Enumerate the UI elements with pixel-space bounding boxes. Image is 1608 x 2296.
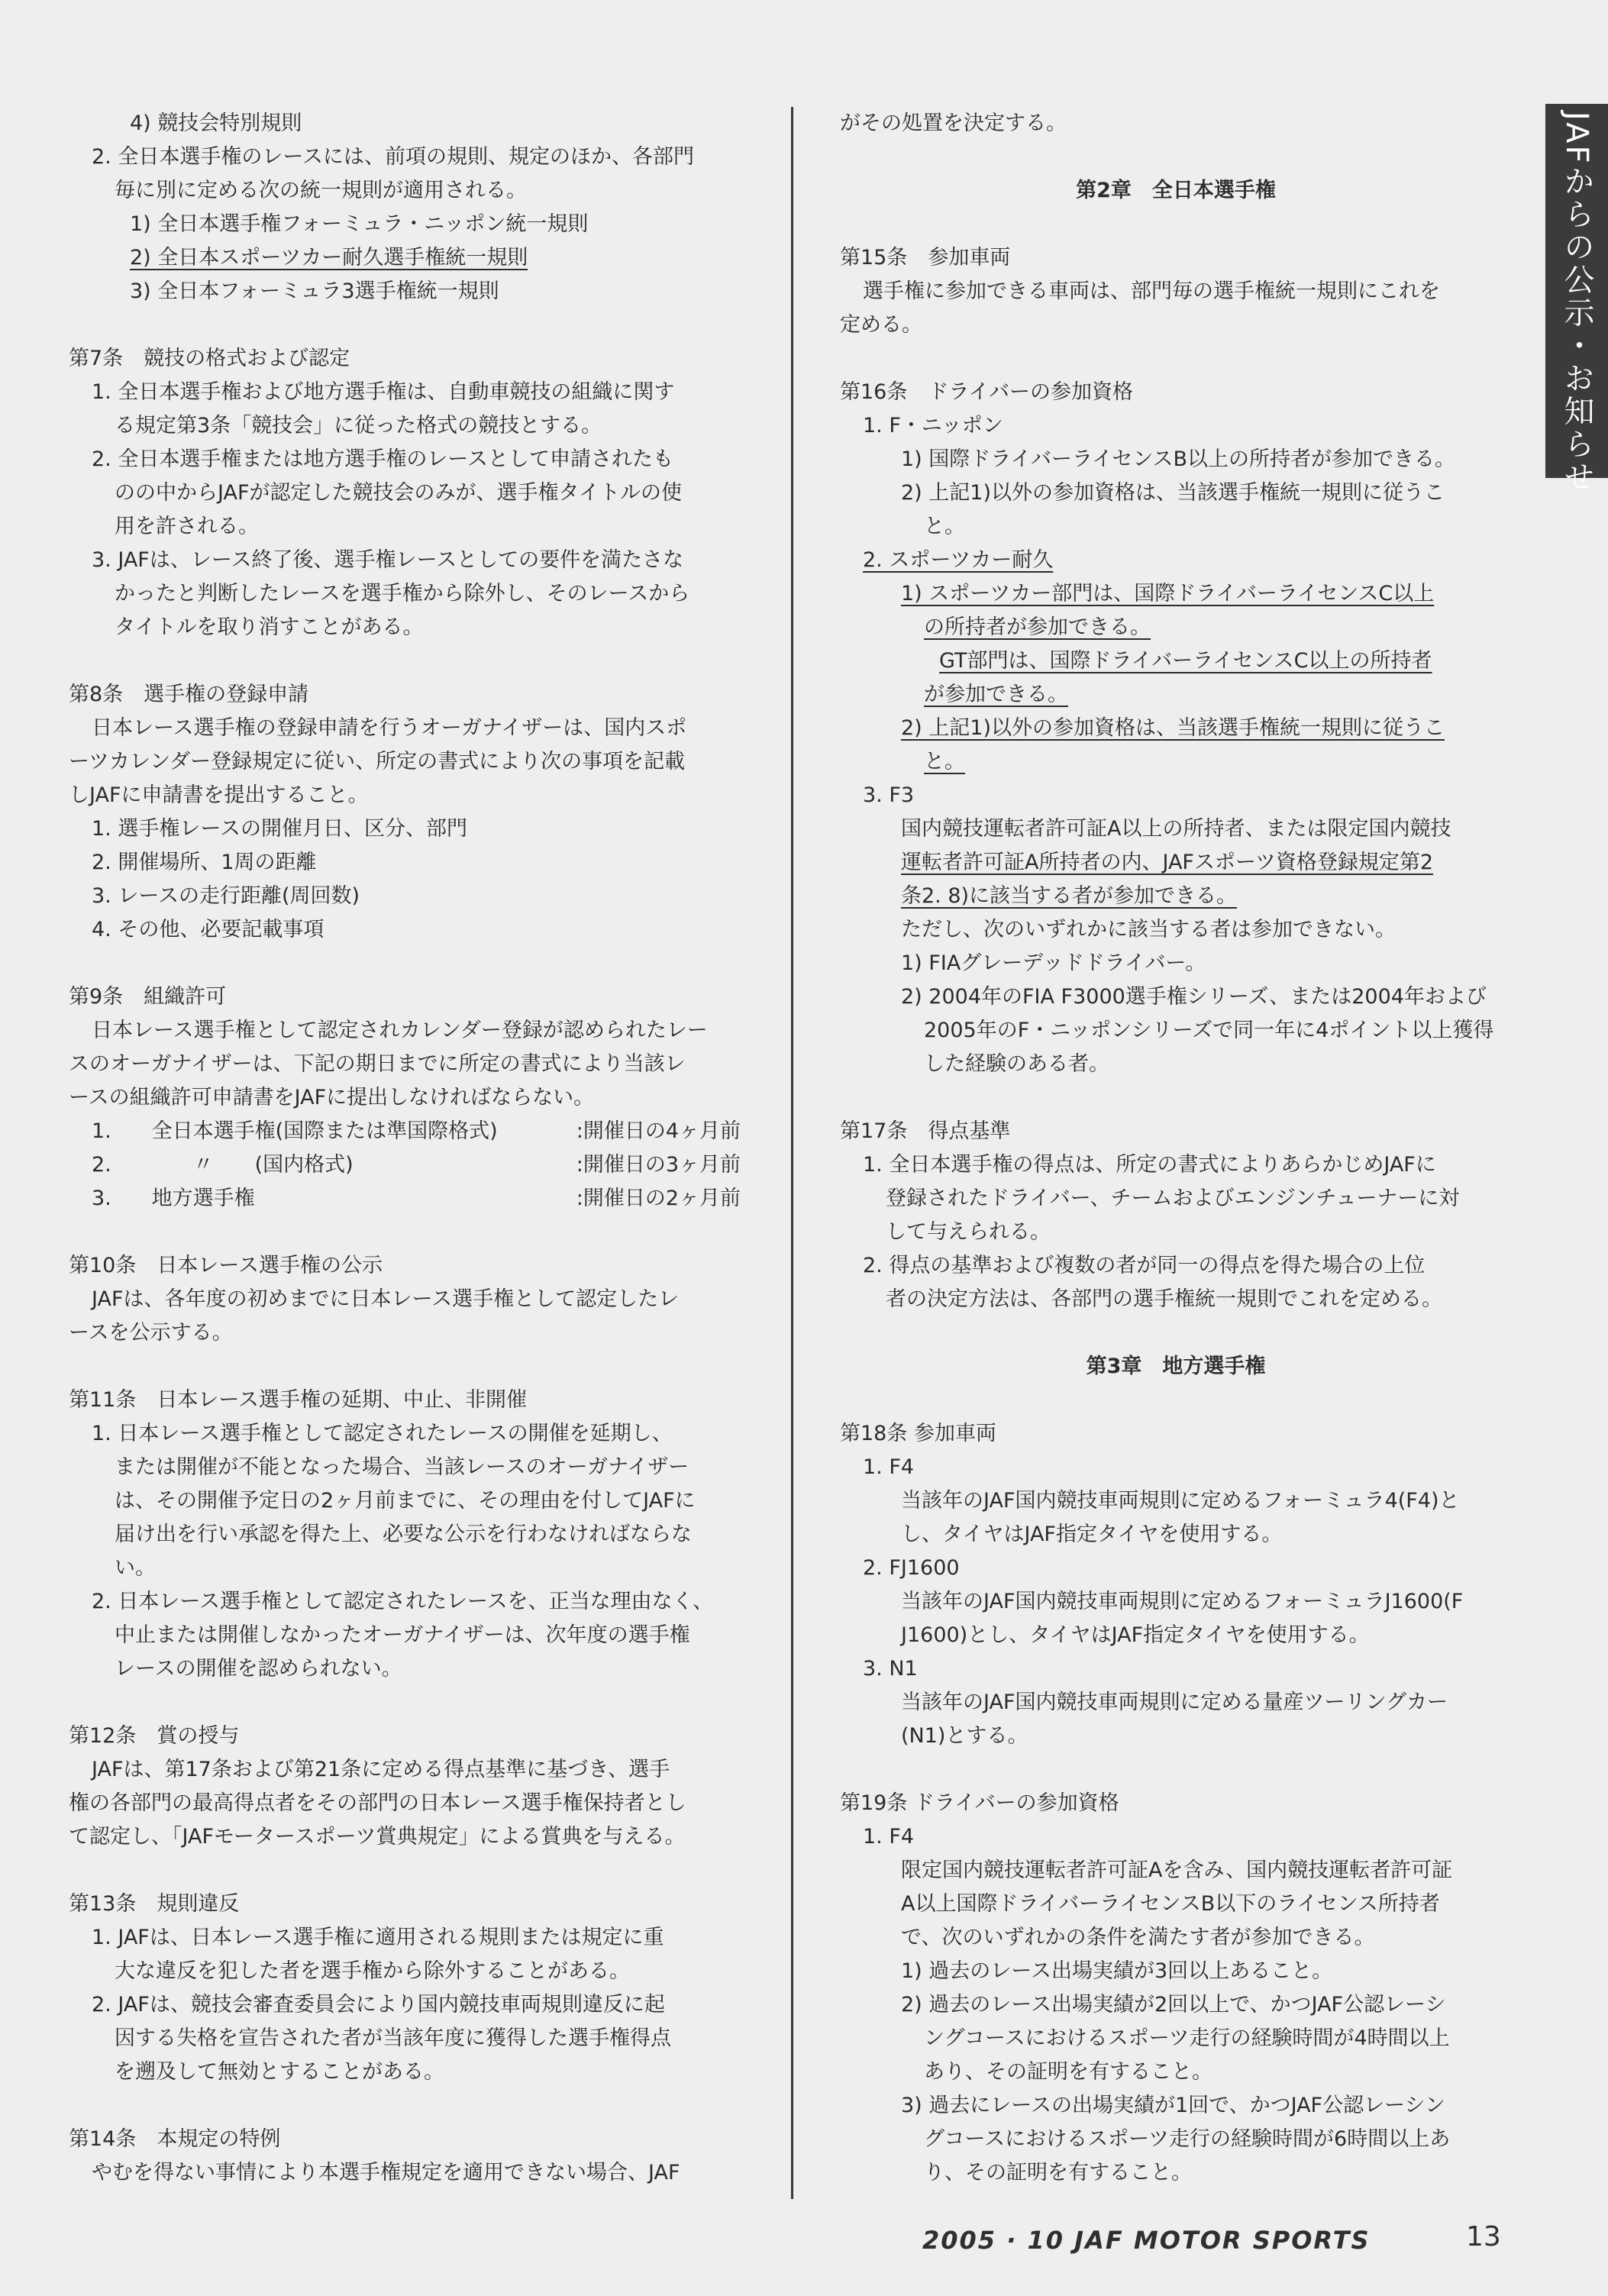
text-line: 第17条 得点基準 xyxy=(840,1119,1011,1143)
text-line: 第7条 競技の格式および認定 xyxy=(69,347,350,370)
text-line: い。 xyxy=(115,1556,156,1580)
text-line: して与えられる。 xyxy=(886,1220,1051,1244)
text-line: ただし、次のいずれかに該当する者は参加できない。 xyxy=(901,918,1396,941)
text-line: A以上国際ドライバーライセンスB以下のライセンス所持者 xyxy=(901,1892,1440,1916)
text-line: で、次のいずれかの条件を満たす者が参加できる。 xyxy=(901,1926,1375,1949)
text-line: 第19条 ドライバーの参加資格 xyxy=(840,1791,1119,1815)
text-line: 日本レース選手権として認定されカレンダー登録が認められたレー xyxy=(92,1019,708,1042)
text-line: 1) スポーツカー部門は、国際ドライバーライセンスC以上 xyxy=(901,582,1435,605)
text-line: 3. F3 xyxy=(863,783,915,807)
text-line: 第14条 本規定の特例 xyxy=(69,2127,281,2151)
text-line: 第9条 組織許可 xyxy=(69,985,227,1009)
text-line: の所持者が参加できる。 xyxy=(924,615,1151,639)
text-line: 因する失格を宣告された者が当該年度に獲得した選手権得点 xyxy=(115,2026,671,2050)
text-line: 者の決定方法は、各部門の選手権統一規則でこれを定める。 xyxy=(886,1287,1442,1311)
text-line: 3) 全日本フォーミュラ3選手権統一規則 xyxy=(130,279,499,303)
text-line: る規定第3条「競技会」に従った格式の競技とする。 xyxy=(115,414,602,438)
text-line: 2) 上記1)以外の参加資格は、当該選手権統一規則に従うこ xyxy=(901,716,1445,740)
column-divider xyxy=(791,107,793,2199)
text-line: 第10条 日本レース選手権の公示 xyxy=(69,1254,383,1277)
text-line: 運転者許可証A所持者の内、JAFスポーツ資格登録規定第2 xyxy=(901,851,1434,874)
text-line: 1. F・ニッポン xyxy=(863,414,1003,438)
deadline-row xyxy=(69,1182,741,1216)
text-line: 2) 上記1)以外の参加資格は、当該選手権統一規則に従うこ xyxy=(901,481,1445,505)
text-line: 第11条 日本レース選手権の延期、中止、非開催 xyxy=(69,1388,528,1412)
text-line: 日本レース選手権の登録申請を行うオーガナイザーは、国内スポ xyxy=(92,716,687,740)
text-line: JAFは、各年度の初めまでに日本レース選手権として認定したレ xyxy=(92,1287,680,1311)
section-tab-label: JAFからの公示・お知らせ xyxy=(1559,111,1594,494)
paragraph-gap xyxy=(69,308,741,342)
text-line: 1. F4 xyxy=(863,1455,915,1479)
text-line: 4. その他、必要記載事項 xyxy=(92,918,325,941)
text-line: ースを公示する。 xyxy=(69,1321,233,1345)
paragraph-gap xyxy=(840,208,1512,241)
text-line: り、その証明を有すること。 xyxy=(924,2161,1192,2185)
text-line: 第12条 賞の授与 xyxy=(69,1724,240,1748)
text-line: 2. 全日本選手権のレースには、前項の規則、規定のほか、各部門 xyxy=(92,145,694,169)
row-deadline: :開催日の4ヶ月前 xyxy=(576,1119,741,1143)
text-line: 1. F4 xyxy=(863,1825,915,1849)
text-line: は、その開催予定日の2ヶ月前までに、その理由を付してJAFに xyxy=(115,1489,696,1513)
text-line: 1. 全日本選手権の得点は、所定の書式によりあらかじめJAFに xyxy=(863,1153,1436,1177)
magazine-title: 2005 · 10 JAF MOTOR SPORTS xyxy=(922,2226,1371,2255)
text-line: 4) 競技会特別規則 xyxy=(130,111,302,135)
text-line: 2) 全日本スポーツカー耐久選手権統一規則 xyxy=(130,246,528,270)
text-line: 第8条 選手権の登録申請 xyxy=(69,683,309,706)
text-line: 2. 日本レース選手権として認定されたレースを、正当な理由なく、 xyxy=(92,1590,714,1613)
text-line: と。 xyxy=(924,750,965,773)
text-line: 2) 2004年のFIA F3000選手権シリーズ、または2004年および xyxy=(901,985,1487,1009)
text-line: 3) 過去にレースの出場実績が1回で、かつJAF公認レーシン xyxy=(901,2094,1445,2117)
text-line: を遡及して無効とすることがある。 xyxy=(115,2060,444,2084)
text-line: 権の各部門の最高得点者をその部門の日本レース選手権保持者とし xyxy=(69,1791,686,1815)
text-line: 毎に別に定める次の統一規則が適用される。 xyxy=(115,179,527,202)
chapter-heading: 第2章 全日本選手権 xyxy=(1076,179,1276,202)
text-line: 第16条 ドライバーの参加資格 xyxy=(840,380,1134,404)
row-category: 地方選手権 xyxy=(151,1187,255,1210)
text-line: 1) 国際ドライバーライセンスB以上の所持者が参加できる。 xyxy=(901,447,1456,471)
text-line: 定める。 xyxy=(840,313,922,337)
text-line: 選手権に参加できる車両は、部門毎の選手権統一規則にこれを xyxy=(863,279,1440,303)
text-line: ースの組織許可申請書をJAFに提出しなければならない。 xyxy=(69,1086,595,1109)
text-line: のの中からJAFが認定した競技会のみが、選手権タイトルの使 xyxy=(115,481,682,505)
text-line: 第18条 参加車両 xyxy=(840,1422,996,1445)
text-line: または開催が不能となった場合、当該レースのオーガナイザー xyxy=(115,1455,689,1479)
text-line: 2. JAFは、競技会審査委員会により国内競技車両規則違反に起 xyxy=(92,1993,665,2017)
text-line: 1) FIAグレーデッドドライバー。 xyxy=(901,951,1206,975)
left-column xyxy=(69,107,741,2190)
paragraph-gap xyxy=(69,947,741,980)
paragraph-gap xyxy=(69,1216,741,1249)
text-line: 2. 全日本選手権または地方選手権のレースとして申請されたも xyxy=(92,447,673,471)
deadline-row xyxy=(69,1115,741,1148)
text-line: 届け出を行い承認を得た上、必要な公示を行わなければならな xyxy=(115,1523,692,1546)
row-number: 2. xyxy=(92,1153,111,1177)
text-line: 中止または開催しなかったオーガナイザーは、次年度の選手権 xyxy=(115,1623,690,1647)
text-line: JAFは、第17条および第21条に定める得点基準に基づき、選手 xyxy=(92,1758,670,1781)
text-line: 1. 選手権レースの開催月日、区分、部門 xyxy=(92,817,467,841)
text-line: 2. 得点の基準および複数の者が同一の得点を得た場合の上位 xyxy=(863,1254,1426,1277)
text-line: 限定国内競技運転者許可証Aを含み、国内競技運転者許可証 xyxy=(901,1858,1453,1882)
text-line: 2. スポーツカー耐久 xyxy=(863,548,1054,572)
text-line: 当該年のJAF国内競技車両規則に定めるフォーミュラ4(F4)と xyxy=(901,1489,1460,1513)
text-line: 2. FJ1600 xyxy=(863,1556,960,1580)
text-line: 第13条 規則違反 xyxy=(69,1892,240,1916)
row-deadline: :開催日の2ヶ月前 xyxy=(576,1187,741,1210)
section-tab xyxy=(1545,104,1608,494)
text-line: かったと判断したレースを選手権から除外し、そのレースから xyxy=(115,582,690,605)
text-line: 条2. 8)に該当する者が参加できる。 xyxy=(901,884,1238,908)
text-line: 3. JAFは、レース終了後、選手権レースとしての要件を満たさな xyxy=(92,548,684,572)
text-line: 登録されたドライバー、チームおよびエンジンチューナーに対 xyxy=(886,1187,1460,1210)
text-line: 1) 全日本選手権フォーミュラ・ニッポン統一規則 xyxy=(130,212,589,236)
paragraph-gap xyxy=(840,1384,1512,1417)
text-line: 2. 開催場所、1周の距離 xyxy=(92,851,317,874)
paragraph-gap xyxy=(840,1081,1512,1115)
text-line: 1. 全日本選手権および地方選手権は、自動車競技の組織に関す xyxy=(92,380,675,404)
text-line: て認定し、「JAFモータースポーツ賞典規定」による賞典を与える。 xyxy=(69,1825,686,1849)
text-line: レースの開催を認められない。 xyxy=(115,1657,402,1681)
paragraph-gap xyxy=(69,1350,741,1384)
text-line: やむを得ない事情により本選手権規定を適用できない場合、JAF xyxy=(92,2161,680,2185)
text-line: 1) 過去のレース出場実績が3回以上あること。 xyxy=(901,1959,1333,1983)
text-line: (N1)とする。 xyxy=(901,1724,1028,1748)
text-line: 2005年のF・ニッポンシリーズで同一年に4ポイント以上獲得 xyxy=(924,1019,1494,1042)
paragraph-gap xyxy=(69,644,741,678)
right-column xyxy=(840,107,1512,2190)
text-line: がその処置を決定する。 xyxy=(840,111,1067,135)
row-deadline: :開催日の3ヶ月前 xyxy=(576,1153,741,1177)
paragraph-gap xyxy=(840,1316,1512,1350)
paragraph-gap xyxy=(69,1686,741,1720)
text-line: し、タイヤはJAF指定タイヤを使用する。 xyxy=(901,1523,1283,1546)
paragraph-gap xyxy=(840,140,1512,174)
paragraph-gap xyxy=(840,1753,1512,1787)
text-line: しJAFに申請書を提出すること。 xyxy=(69,783,369,807)
text-line: と。 xyxy=(924,515,965,538)
text-line: 2) 過去のレース出場実績が2回以上で、かつJAF公認レーシ xyxy=(901,1993,1446,2017)
paragraph-gap xyxy=(840,342,1512,376)
text-line: 1. 日本レース選手権として認定されたレースの開催を延期し、 xyxy=(92,1422,673,1445)
text-line: 国内競技運転者許可証A以上の所持者、または限定国内競技 xyxy=(901,817,1451,841)
text-line: スのオーガナイザーは、下記の期日までに所定の書式により当該レ xyxy=(69,1052,686,1076)
text-line: 第15条 参加車両 xyxy=(840,246,1011,270)
row-number: 1. xyxy=(92,1119,111,1143)
text-line: 大な違反を犯した者を選手権から除外することがある。 xyxy=(115,1959,630,1983)
text-line: あり、その証明を有すること。 xyxy=(924,2060,1212,2084)
text-line: GT部門は、国際ドライバーライセンスC以上の所持者 xyxy=(939,649,1432,673)
text-line: 3. N1 xyxy=(863,1657,918,1681)
paragraph-gap xyxy=(69,1854,741,1887)
row-number: 3. xyxy=(92,1187,111,1210)
text-line: ーツカレンダー登録規定に従い、所定の書式により次の事項を記載 xyxy=(69,750,686,773)
text-line: 当該年のJAF国内競技車両規則に定める量産ツーリングカー xyxy=(901,1691,1448,1714)
text-line: 用を許される。 xyxy=(115,515,259,538)
text-line: 1. JAFは、日本レース選手権に適用される規則または規定に重 xyxy=(92,1926,664,1949)
row-category: 〃 (国内格式) xyxy=(151,1153,354,1177)
row-category: 全日本選手権(国際または準国際格式) xyxy=(151,1119,498,1143)
text-line: タイトルを取り消すことがある。 xyxy=(115,615,424,639)
text-line: 3. レースの走行距離(周回数) xyxy=(92,884,360,908)
text-line: ングコースにおけるスポーツ走行の経験時間が4時間以上 xyxy=(924,2026,1450,2050)
page-number: 13 xyxy=(1466,2221,1501,2252)
text-line: 当該年のJAF国内競技車両規則に定めるフォーミュラJ1600(F xyxy=(901,1590,1464,1613)
text-line: グコースにおけるスポーツ走行の経験時間が6時間以上あ xyxy=(924,2127,1451,2151)
deadline-row xyxy=(69,1148,741,1182)
text-line: J1600)とし、タイヤはJAF指定タイヤを使用する。 xyxy=(901,1623,1370,1647)
paragraph-gap xyxy=(69,2089,741,2123)
text-line: が参加できる。 xyxy=(924,683,1068,706)
text-line: した経験のある者。 xyxy=(924,1052,1109,1076)
chapter-heading: 第3章 地方選手権 xyxy=(1086,1355,1266,1378)
